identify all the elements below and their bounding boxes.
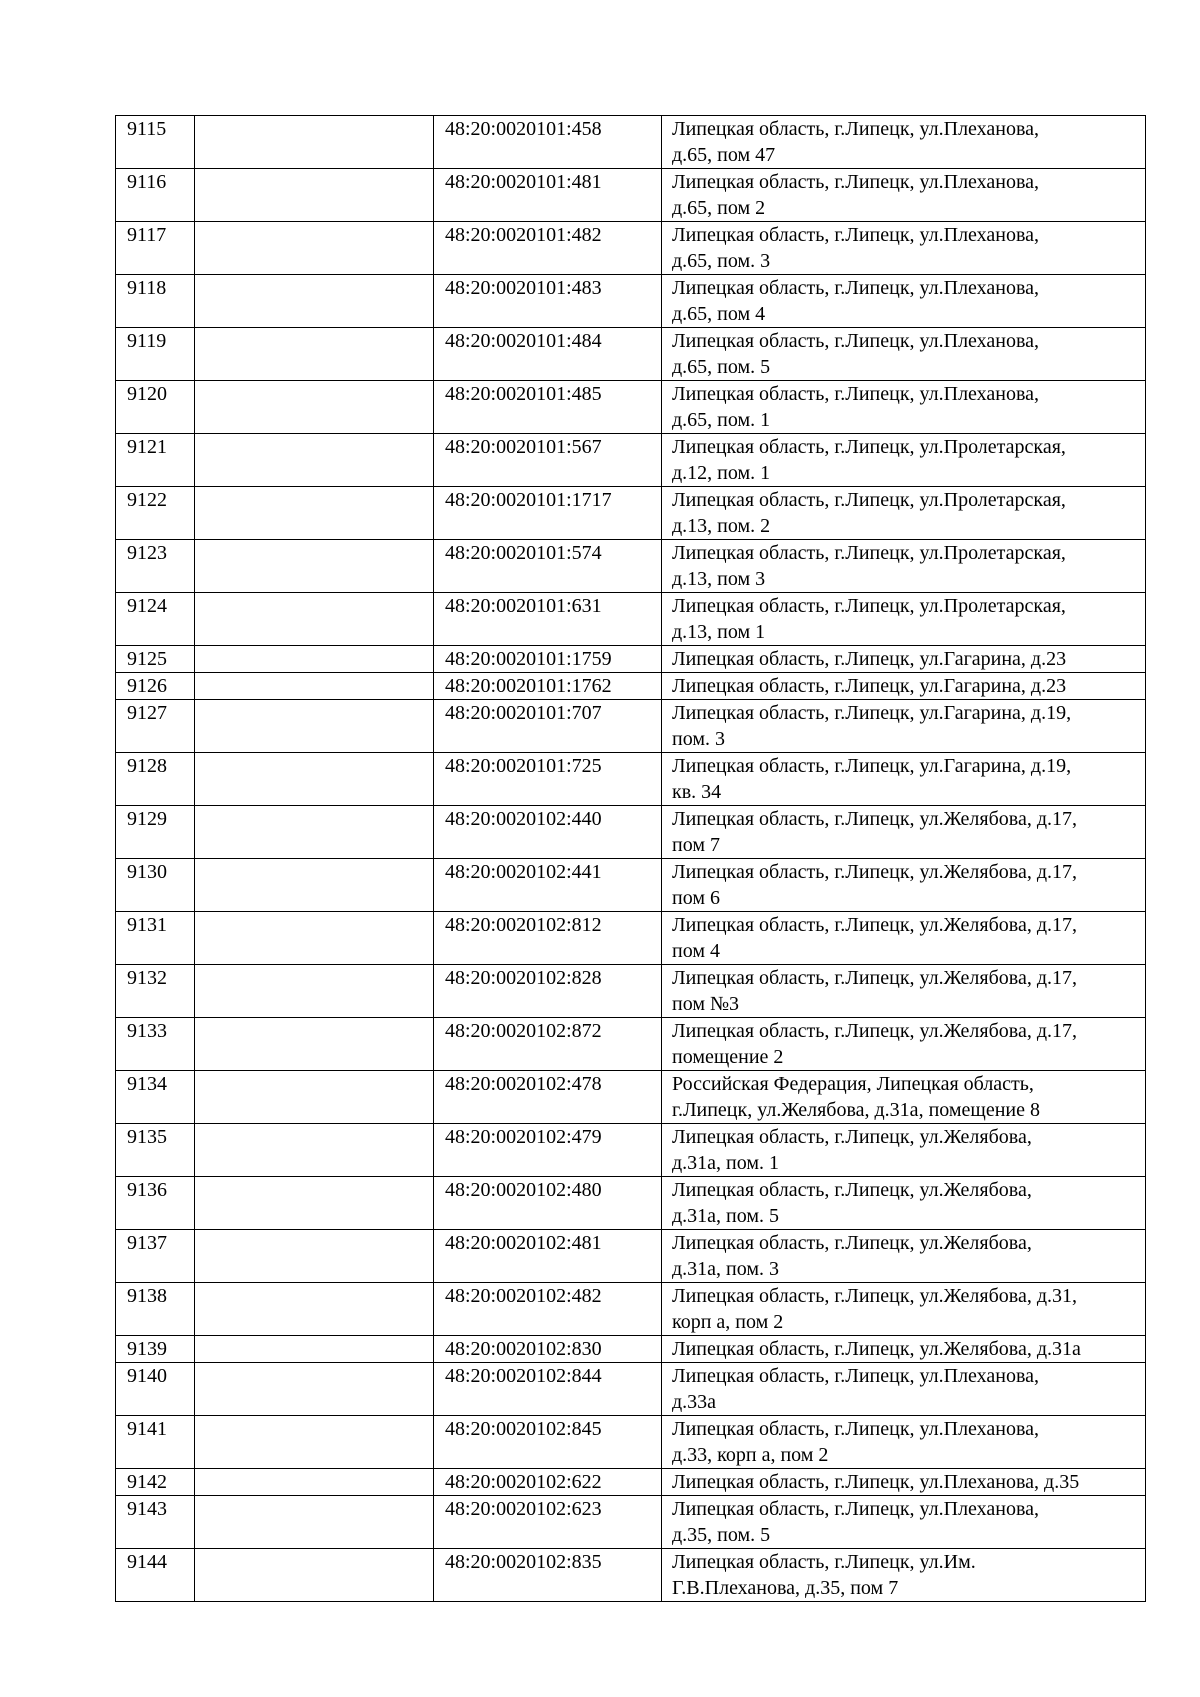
- address-line: пом 4: [672, 940, 720, 962]
- empty-cell: [195, 116, 434, 169]
- cadastral-number-cell: 48:20:0020102:481: [434, 1230, 662, 1283]
- row-number-cell: 9137: [116, 1230, 195, 1283]
- address-line: д.33а: [672, 1391, 717, 1413]
- empty-cell: [195, 487, 434, 540]
- cadastral-number-cell: 48:20:0020101:484: [434, 328, 662, 381]
- address-line: пом 6: [672, 887, 720, 909]
- address-line: Липецкая область, г.Липецк, ул.Пролетарская,: [672, 436, 1066, 458]
- row-number-cell: 9142: [116, 1469, 195, 1496]
- table-row: [116, 1018, 1146, 1071]
- empty-cell: [195, 965, 434, 1018]
- address-cell: [662, 965, 1146, 1018]
- address-line: г.Липецк, ул.Желябова, д.31а, помещение 8: [672, 1099, 1040, 1121]
- address-cell: [662, 1018, 1146, 1071]
- address-cell: [662, 1363, 1146, 1416]
- cadastral-number-cell: 48:20:0020102:845: [434, 1416, 662, 1469]
- row-number-cell: 9116: [116, 169, 195, 222]
- address-cell: [662, 753, 1146, 806]
- cadastral-number-cell: 48:20:0020101:725: [434, 753, 662, 806]
- address-cell: [662, 1496, 1146, 1549]
- table-row: [116, 965, 1146, 1018]
- address-line: Липецкая область, г.Липецк, ул.Желябова, д.17,: [672, 1020, 1077, 1042]
- address-line: Липецкая область, г.Липецк, ул.Гагарина, д.19,: [672, 755, 1072, 777]
- address-line: Липецкая область, г.Липецк, ул.Плеханова,: [672, 383, 1040, 405]
- address-line: Липецкая область, г.Липецк, ул.Плеханова,: [672, 1365, 1040, 1387]
- address-line: д.65, пом. 1: [672, 409, 771, 431]
- table-row: [116, 1071, 1146, 1124]
- address-cell: [662, 328, 1146, 381]
- empty-cell: [195, 1469, 434, 1496]
- cadastral-number-cell: 48:20:0020102:478: [434, 1071, 662, 1124]
- address-cell: [662, 700, 1146, 753]
- address-line: Липецкая область, г.Липецк, ул.Гагарина, д.19,: [672, 702, 1072, 724]
- empty-cell: [195, 1416, 434, 1469]
- cadastral-number-cell: 48:20:0020101:458: [434, 116, 662, 169]
- address-line: корп а, пом 2: [672, 1311, 784, 1333]
- cadastral-number-cell: 48:20:0020102:835: [434, 1549, 662, 1602]
- table-row: [116, 646, 1146, 673]
- address-line: Липецкая область, г.Липецк, ул.Желябова, д.31,: [672, 1285, 1077, 1307]
- address-cell: [662, 1283, 1146, 1336]
- row-number-cell: 9118: [116, 275, 195, 328]
- empty-cell: [195, 434, 434, 487]
- cadastral-number-cell: 48:20:0020102:622: [434, 1469, 662, 1496]
- cadastral-number-cell: 48:20:0020101:574: [434, 540, 662, 593]
- address-line: пом 7: [672, 834, 720, 856]
- address-line: Г.В.Плеханова, д.35, пом 7: [672, 1577, 899, 1599]
- table-row: [116, 1363, 1146, 1416]
- table-row: [116, 912, 1146, 965]
- table-row: [116, 381, 1146, 434]
- row-number-cell: 9120: [116, 381, 195, 434]
- address-line: Липецкая область, г.Липецк, ул.Желябова,: [672, 1126, 1032, 1148]
- cadastral-number-cell: 48:20:0020102:440: [434, 806, 662, 859]
- cadastral-number-cell: 48:20:0020102:623: [434, 1496, 662, 1549]
- empty-cell: [195, 859, 434, 912]
- address-cell: [662, 1549, 1146, 1602]
- address-line: Липецкая область, г.Липецк, ул.Плеханова, д.35: [672, 1471, 1080, 1493]
- address-cell: [662, 646, 1146, 673]
- table-row: [116, 806, 1146, 859]
- address-line: Липецкая область, г.Липецк, ул.Пролетарская,: [672, 542, 1066, 564]
- address-line: Липецкая область, г.Липецк, ул.Желябова, д.31а: [672, 1338, 1081, 1360]
- row-number-cell: 9135: [116, 1124, 195, 1177]
- address-line: Липецкая область, г.Липецк, ул.Пролетарская,: [672, 489, 1066, 511]
- address-cell: [662, 1124, 1146, 1177]
- address-line: Липецкая область, г.Липецк, ул.Желябова,: [672, 1232, 1032, 1254]
- address-cell: [662, 1177, 1146, 1230]
- address-line: Липецкая область, г.Липецк, ул.Желябова,: [672, 1179, 1032, 1201]
- row-number-cell: 9140: [116, 1363, 195, 1416]
- address-line: кв. 34: [672, 781, 722, 803]
- empty-cell: [195, 806, 434, 859]
- cadastral-number-cell: 48:20:0020102:828: [434, 965, 662, 1018]
- address-line: Липецкая область, г.Липецк, ул.Плеханова,: [672, 118, 1040, 140]
- address-line: помещение 2: [672, 1046, 784, 1068]
- address-cell: [662, 169, 1146, 222]
- address-line: Липецкая область, г.Липецк, ул.Им.: [672, 1551, 976, 1573]
- row-number-cell: 9139: [116, 1336, 195, 1363]
- empty-cell: [195, 1363, 434, 1416]
- table-row: [116, 1469, 1146, 1496]
- table-row: [116, 169, 1146, 222]
- address-line: д.33, корп а, пом 2: [672, 1444, 829, 1466]
- table-row: [116, 1283, 1146, 1336]
- cadastral-number-cell: 48:20:0020101:1717: [434, 487, 662, 540]
- address-cell: [662, 1416, 1146, 1469]
- empty-cell: [195, 646, 434, 673]
- address-cell: [662, 275, 1146, 328]
- address-line: д.12, пом. 1: [672, 462, 771, 484]
- table-row: [116, 1416, 1146, 1469]
- empty-cell: [195, 275, 434, 328]
- address-line: д.65, пом. 5: [672, 356, 771, 378]
- address-cell: [662, 487, 1146, 540]
- row-number-cell: 9131: [116, 912, 195, 965]
- empty-cell: [195, 1549, 434, 1602]
- cadastral-number-cell: 48:20:0020101:1759: [434, 646, 662, 673]
- address-line: д.65, пом 47: [672, 144, 776, 166]
- address-cell: [662, 381, 1146, 434]
- address-cell: [662, 806, 1146, 859]
- table-row: [116, 275, 1146, 328]
- address-line: Липецкая область, г.Липецк, ул.Плеханова,: [672, 171, 1040, 193]
- empty-cell: [195, 593, 434, 646]
- row-number-cell: 9133: [116, 1018, 195, 1071]
- cadastral-number-cell: 48:20:0020102:480: [434, 1177, 662, 1230]
- empty-cell: [195, 222, 434, 275]
- address-line: Липецкая область, г.Липецк, ул.Гагарина, д.23: [672, 648, 1067, 670]
- empty-cell: [195, 1336, 434, 1363]
- empty-cell: [195, 912, 434, 965]
- row-number-cell: 9125: [116, 646, 195, 673]
- table-row: [116, 593, 1146, 646]
- empty-cell: [195, 169, 434, 222]
- table-row: [116, 222, 1146, 275]
- cadastral-number-cell: 48:20:0020101:481: [434, 169, 662, 222]
- address-line: д.65, пом 2: [672, 197, 766, 219]
- row-number-cell: 9121: [116, 434, 195, 487]
- address-line: д.65, пом 4: [672, 303, 766, 325]
- empty-cell: [195, 1071, 434, 1124]
- address-cell: [662, 116, 1146, 169]
- table-row: [116, 116, 1146, 169]
- row-number-cell: 9138: [116, 1283, 195, 1336]
- empty-cell: [195, 1177, 434, 1230]
- empty-cell: [195, 753, 434, 806]
- table-row: [116, 859, 1146, 912]
- cadastral-number-cell: 48:20:0020102:844: [434, 1363, 662, 1416]
- cadastral-number-cell: 48:20:0020101:483: [434, 275, 662, 328]
- empty-cell: [195, 1496, 434, 1549]
- empty-cell: [195, 540, 434, 593]
- cadastral-number-cell: 48:20:0020102:812: [434, 912, 662, 965]
- address-line: д.35, пом. 5: [672, 1524, 771, 1546]
- registry-table: [115, 115, 1146, 1602]
- table-row: [116, 1177, 1146, 1230]
- cadastral-number-cell: 48:20:0020101:707: [434, 700, 662, 753]
- address-cell: [662, 222, 1146, 275]
- empty-cell: [195, 381, 434, 434]
- address-cell: [662, 1469, 1146, 1496]
- address-line: Липецкая область, г.Липецк, ул.Плеханова,: [672, 1418, 1040, 1440]
- address-cell: [662, 434, 1146, 487]
- address-line: Липецкая область, г.Липецк, ул.Желябова, д.17,: [672, 914, 1077, 936]
- address-line: д.31а, пом. 3: [672, 1258, 780, 1280]
- table-row: [116, 434, 1146, 487]
- address-cell: [662, 912, 1146, 965]
- registry-table-body: [116, 116, 1146, 1602]
- cadastral-number-cell: 48:20:0020102:872: [434, 1018, 662, 1071]
- address-line: пом. 3: [672, 728, 725, 750]
- address-line: Российская Федерация, Липецкая область,: [672, 1073, 1034, 1095]
- table-row: [116, 1124, 1146, 1177]
- table-row: [116, 1496, 1146, 1549]
- address-line: пом №3: [672, 993, 740, 1015]
- empty-cell: [195, 1283, 434, 1336]
- cadastral-number-cell: 48:20:0020101:482: [434, 222, 662, 275]
- address-cell: [662, 673, 1146, 700]
- address-line: д.13, пом 3: [672, 568, 766, 590]
- row-number-cell: 9119: [116, 328, 195, 381]
- address-cell: [662, 540, 1146, 593]
- address-line: д.13, пом. 2: [672, 515, 771, 537]
- address-line: Липецкая область, г.Липецк, ул.Желябова, д.17,: [672, 861, 1077, 883]
- address-line: Липецкая область, г.Липецк, ул.Желябова, д.17,: [672, 808, 1077, 830]
- empty-cell: [195, 1018, 434, 1071]
- cadastral-number-cell: 48:20:0020102:479: [434, 1124, 662, 1177]
- table-row: [116, 1549, 1146, 1602]
- row-number-cell: 9126: [116, 673, 195, 700]
- table-row: [116, 540, 1146, 593]
- row-number-cell: 9115: [116, 116, 195, 169]
- row-number-cell: 9143: [116, 1496, 195, 1549]
- address-line: Липецкая область, г.Липецк, ул.Пролетарская,: [672, 595, 1066, 617]
- row-number-cell: 9122: [116, 487, 195, 540]
- address-cell: [662, 859, 1146, 912]
- address-line: Липецкая область, г.Липецк, ул.Гагарина, д.23: [672, 675, 1067, 697]
- row-number-cell: 9132: [116, 965, 195, 1018]
- address-cell: [662, 1071, 1146, 1124]
- address-line: Липецкая область, г.Липецк, ул.Плеханова,: [672, 224, 1040, 246]
- row-number-cell: 9134: [116, 1071, 195, 1124]
- cadastral-number-cell: 48:20:0020101:485: [434, 381, 662, 434]
- cadastral-number-cell: 48:20:0020101:567: [434, 434, 662, 487]
- row-number-cell: 9129: [116, 806, 195, 859]
- table-row: [116, 1230, 1146, 1283]
- empty-cell: [195, 1124, 434, 1177]
- address-cell: [662, 1230, 1146, 1283]
- table-row: [116, 673, 1146, 700]
- address-line: Липецкая область, г.Липецк, ул.Плеханова,: [672, 330, 1040, 352]
- cadastral-number-cell: 48:20:0020101:631: [434, 593, 662, 646]
- row-number-cell: 9128: [116, 753, 195, 806]
- row-number-cell: 9136: [116, 1177, 195, 1230]
- table-row: [116, 1336, 1146, 1363]
- address-line: д.31а, пом. 1: [672, 1152, 780, 1174]
- cadastral-number-cell: 48:20:0020102:830: [434, 1336, 662, 1363]
- address-line: Липецкая область, г.Липецк, ул.Плеханова,: [672, 277, 1040, 299]
- row-number-cell: 9117: [116, 222, 195, 275]
- row-number-cell: 9124: [116, 593, 195, 646]
- row-number-cell: 9123: [116, 540, 195, 593]
- address-line: д.65, пом. 3: [672, 250, 771, 272]
- row-number-cell: 9130: [116, 859, 195, 912]
- empty-cell: [195, 1230, 434, 1283]
- row-number-cell: 9144: [116, 1549, 195, 1602]
- cadastral-number-cell: 48:20:0020102:441: [434, 859, 662, 912]
- cadastral-number-cell: 48:20:0020101:1762: [434, 673, 662, 700]
- table-row: [116, 700, 1146, 753]
- table-row: [116, 487, 1146, 540]
- row-number-cell: 9141: [116, 1416, 195, 1469]
- row-number-cell: 9127: [116, 700, 195, 753]
- table-row: [116, 753, 1146, 806]
- empty-cell: [195, 673, 434, 700]
- address-line: д.31а, пом. 5: [672, 1205, 780, 1227]
- address-line: Липецкая область, г.Липецк, ул.Желябова, д.17,: [672, 967, 1077, 989]
- table-row: [116, 328, 1146, 381]
- address-line: Липецкая область, г.Липецк, ул.Плеханова,: [672, 1498, 1040, 1520]
- address-cell: [662, 593, 1146, 646]
- empty-cell: [195, 700, 434, 753]
- address-line: д.13, пом 1: [672, 621, 766, 643]
- address-cell: [662, 1336, 1146, 1363]
- cadastral-number-cell: 48:20:0020102:482: [434, 1283, 662, 1336]
- empty-cell: [195, 328, 434, 381]
